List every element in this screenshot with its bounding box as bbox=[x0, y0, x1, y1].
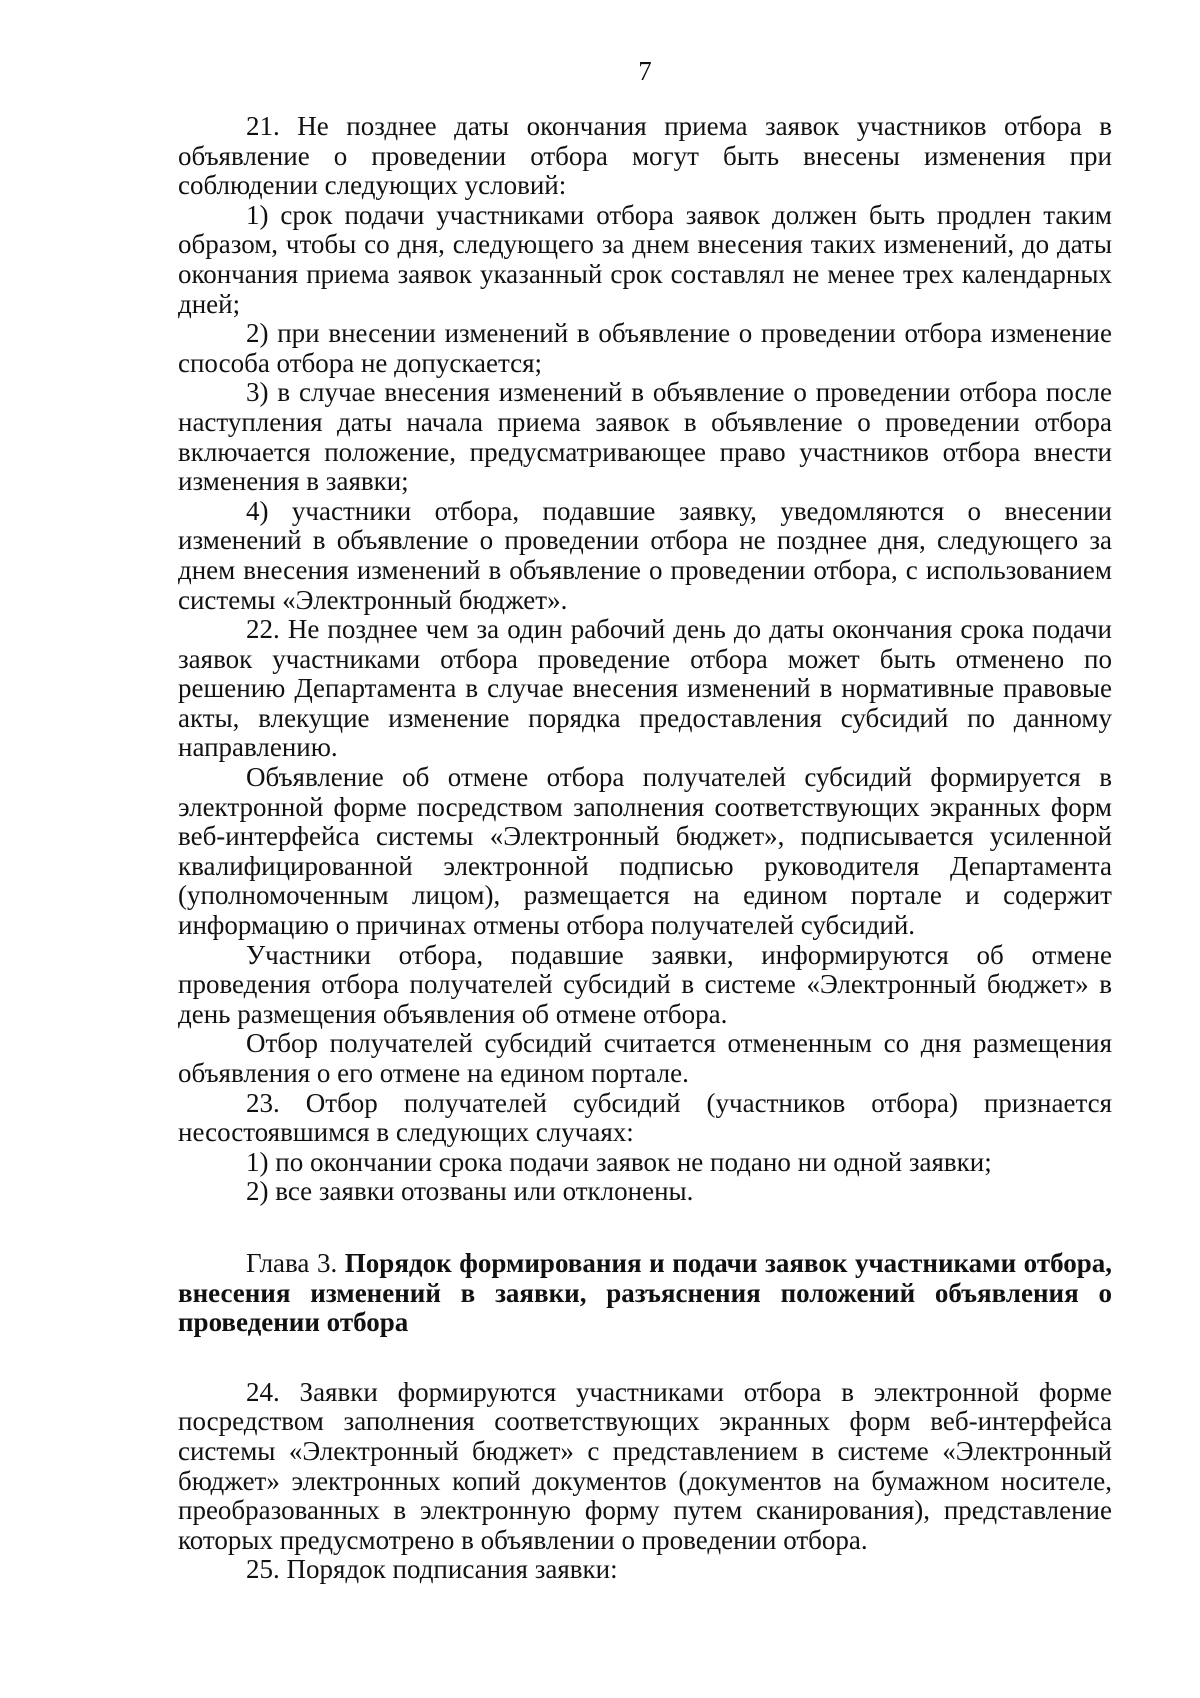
paragraph-22-participants: Участники отбора, подавшие заявки, информируются об отмене проведения отбора получателей субсидий в системе «Электронный бюджет» в день размещения объявления об отмене отбора. bbox=[178, 939, 1112, 1029]
paragraph-25: 25. Порядок подписания заявки: bbox=[246, 1554, 618, 1585]
paragraph-21: 21. Не позднее даты окончания приема заявок участников отбора в объявление о проведении отбора могут быть внесены изменения при соблюдении следующих условий: bbox=[178, 111, 1112, 201]
paragraph-22-announcement: Объявление об отмене отбора получателей субсидий формируется в электронной форме посредством заполнения соответствующих экранных форм веб-интерфейса системы «Электронный бюджет», подписывается усиленной квалифицированной электронной подписью руководителя Департамента (уполномоченным лицом), размещается на едином портале и содержит информацию о причинах отмены отбора получателей субсидий. bbox=[178, 762, 1112, 941]
chapter-title: Порядок формирования и подачи заявок участниками отбора, внесения изменений в заявки, разъяснения положений объявления о проведении отбора bbox=[178, 1247, 1112, 1338]
paragraph-23: 23. Отбор получателей субсидий (участников отбора) признается несостоявшимся в следующих случаях: bbox=[178, 1087, 1112, 1148]
paragraph-24: 24. Заявки формируются участниками отбора в электронной форме посредством заполнения соответствующих экранных форм веб-интерфейса системы «Электронный бюджет» с представлением в системе «Электронный бюджет» электронных копий документов (документов на бумажном носителе, преобразованных в электронную форму путем сканирования), представление которых предусмотрено в объявлении о проведении отбора. bbox=[178, 1376, 1112, 1555]
page-number: 7 bbox=[638, 56, 652, 86]
chapter-prefix: Глава 3. bbox=[246, 1247, 345, 1278]
paragraph-22: 22. Не позднее чем за один рабочий день до даты окончания срока подачи заявок участниками отбора проведение отбора может быть отменено по решению Департамента в случае внесения изменений в нормативные правовые акты, влекущие изменение порядка предоставления субсидий по данному направлению. bbox=[178, 614, 1112, 763]
paragraph-23-item-2: 2) все заявки отозваны или отклонены. bbox=[246, 1176, 694, 1207]
paragraph-21-item-3: 3) в случае внесения изменений в объявление о проведении отбора после наступления даты начала приема заявок в объявление о проведении отбора включается положение, предусматривающее право участников отбора внести изменения в заявки; bbox=[178, 377, 1112, 497]
paragraph-23-item-1: 1) по окончании срока подачи заявок не подано ни одной заявки; bbox=[246, 1146, 992, 1177]
chapter-heading bbox=[178, 1249, 1112, 1338]
paragraph-21-item-2: 2) при внесении изменений в объявление о проведении отбора изменение способа отбора не допускается; bbox=[178, 318, 1112, 378]
paragraph-22-cancelled: Отбор получателей субсидий считается отмененным со дня размещения объявления о его отмене на едином портале. bbox=[178, 1028, 1112, 1088]
paragraph-21-item-1: 1) срок подачи участниками отбора заявок должен быть продлен таким образом, чтобы со дня, следующего за днем внесения таких изменений, до даты окончания приема заявок указанный срок составлял не менее трех календарных дней; bbox=[178, 199, 1112, 319]
paragraph-21-item-4: 4) участники отбора, подавшие заявку, уведомляются о внесении изменений в объявление о проведении отбора не позднее дня, следующего за днем внесения изменений в объявление о проведении отбора, с использованием системы «Электронный бюджет». bbox=[178, 495, 1112, 615]
